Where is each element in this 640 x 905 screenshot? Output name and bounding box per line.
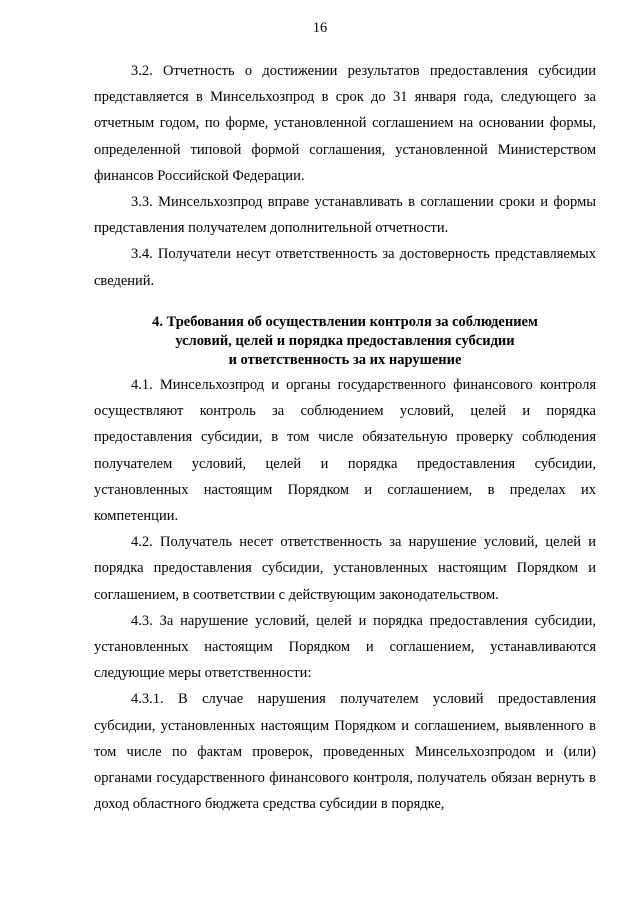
section-4-heading-line1: 4. Требования об осуществлении контроля за соблюдением bbox=[152, 314, 538, 330]
section-3-text bbox=[94, 58, 596, 294]
paragraph-4-1: 4.1. Минсельхозпрод и органы государственного финансового контроля осуществляют контроль за соблюдением условий, целей и порядка предоставления субсидии, в том числе обязательную проверку соблюдения получателем условий, целей и порядка предоставления субсидии, установленных настоящим Порядком и соглашением, в пределах их компетенции. bbox=[94, 377, 596, 525]
paragraph-3-3: 3.3. Минсельхозпрод вправе устанавливать в соглашении сроки и формы представления получателем дополнительной отчетности. bbox=[94, 194, 596, 237]
section-4-heading bbox=[94, 313, 596, 370]
section-4-heading-line2: условий, целей и порядка предоставления субсидии bbox=[175, 333, 515, 349]
paragraph-4-3-1: 4.3.1. В случае нарушения получателем условий предоставления субсидии, установленных настоящим Порядком и соглашением, выявленного в том числе по фактам проверок, проведенных Минсельхозпродом и (или) органами государственного финансового контроля, получатель обязан вернуть в доход областного бюджета средства субсидии в порядке, bbox=[94, 691, 596, 813]
paragraph-3-4: 3.4. Получатели несут ответственность за достоверность представляемых сведений. bbox=[94, 246, 596, 289]
paragraph-4-2: 4.2. Получатель несет ответственность за нарушение условий, целей и порядка предоставления субсидии, установленных настоящим Порядком и соглашением, в соответствии с действующим законодательством. bbox=[94, 534, 596, 603]
section-4-text bbox=[94, 372, 596, 817]
section-4-heading-line3: и ответственность за их нарушение bbox=[228, 352, 462, 368]
paragraph-3-2: 3.2. Отчетность о достижении результатов предоставления субсидии представляется в Минсельхозпрод в срок до 31 января года, следующего за отчетным годом, по форме, установленной соглашением на основании формы, определенной типовой формой соглашения, установленной Министерством финансов Российской Федерации. bbox=[94, 63, 596, 184]
paragraph-4-3: 4.3. За нарушение условий, целей и порядка предоставления субсидии, установленных настоящим Порядком и соглашением, устанавливаются следующие меры ответственности: bbox=[94, 612, 596, 682]
page-number: 16 bbox=[312, 20, 328, 36]
